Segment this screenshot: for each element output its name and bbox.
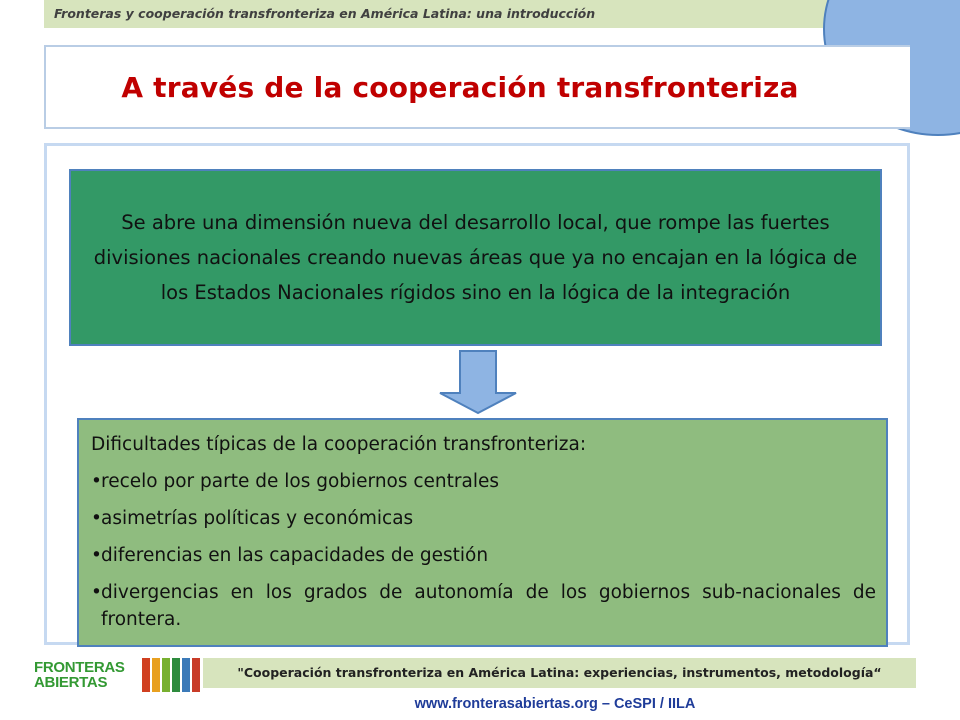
logo-text [34, 660, 134, 690]
difficulties-box [77, 418, 888, 647]
logo-bar [172, 658, 180, 692]
list-item-text: diferencias en las capacidades de gestión [101, 545, 489, 566]
logo-bar [142, 658, 150, 692]
list-item-text: recelo por parte de los gobiernos centrales [101, 471, 500, 492]
list-item [91, 542, 876, 569]
logo-line-2: ABIERTAS [34, 674, 108, 691]
footer-url-text: www.fronterasabiertas.org – CeSPI / IILA [414, 696, 696, 712]
green-text-box [69, 169, 882, 346]
list-item [91, 505, 876, 532]
green-box-text: Se abre una dimensión nueva del desarrollo local, que rompe las fuertes divisiones nacionales creando nuevas áreas que ya no encajan en la lógica de los Estados Nacionales rígidos sino en la lógica de la integración [93, 211, 858, 304]
bullet: • [91, 545, 102, 566]
fronteras-abiertas-logo [34, 658, 194, 696]
logo-bar [192, 658, 200, 692]
list-item [91, 468, 876, 495]
logo-bar [152, 658, 160, 692]
footer-banner [203, 658, 916, 688]
logo-line-1: FRONTERAS [34, 659, 125, 676]
title-box [44, 45, 910, 129]
bullet: • [91, 582, 102, 603]
footer-banner-text: "Cooperación transfronteriza en América Latina: experiencias, instrumentos, metodología“ [237, 665, 882, 680]
list-item-text: divergencias en los grados de autonomía de los gobiernos sub-nacionales de frontera. [101, 582, 876, 630]
footer-url [0, 696, 960, 712]
logo-bar [182, 658, 190, 692]
page-title: A través de la cooperación transfronteriza [121, 70, 799, 104]
logo-bars-icon [142, 658, 200, 692]
bullet: • [91, 508, 102, 529]
logo-bar [162, 658, 170, 692]
bullet: • [91, 471, 102, 492]
list-heading: Dificultades típicas de la cooperación transfronteriza: [91, 434, 587, 455]
list-item [91, 579, 876, 633]
down-arrow-icon [436, 349, 520, 415]
header-subtitle: Fronteras y cooperación transfronteriza en América Latina: una introducción [54, 6, 596, 21]
header-strip [44, 0, 894, 28]
list-item-text: asimetrías políticas y económicas [101, 508, 414, 529]
